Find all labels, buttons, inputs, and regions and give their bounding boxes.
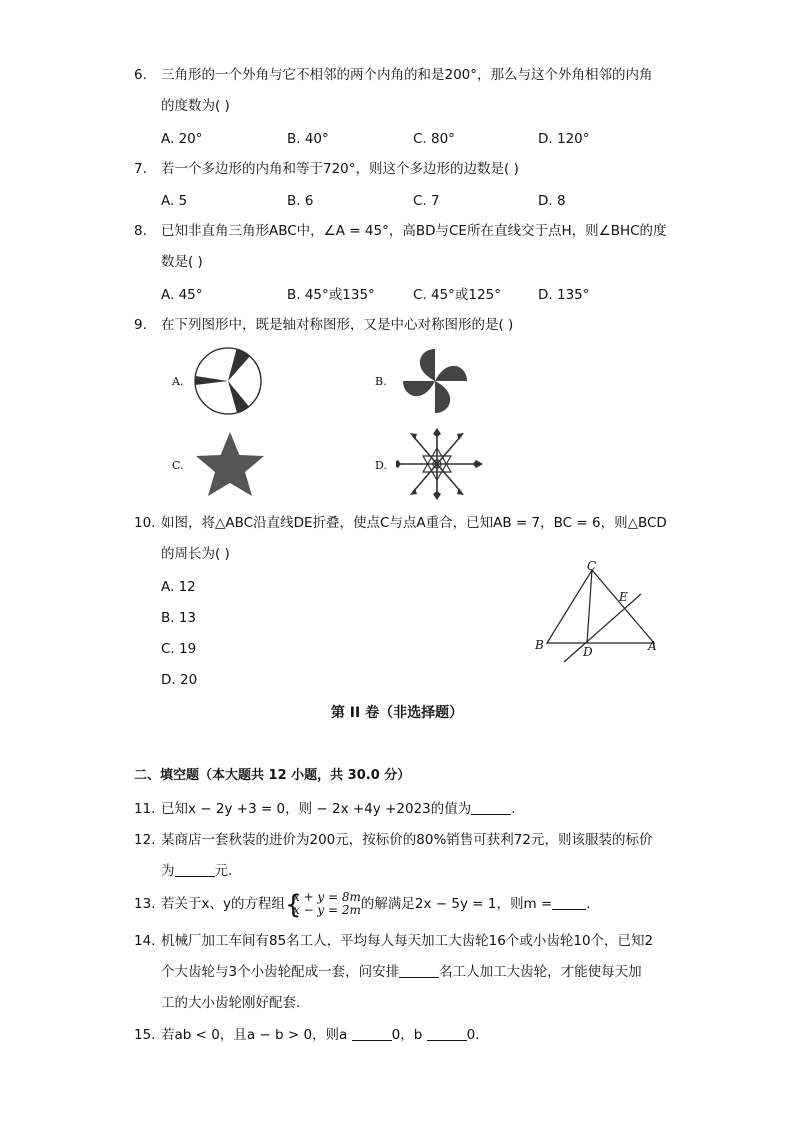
question-number: 11.: [134, 801, 156, 817]
options-8: [161, 285, 681, 305]
answer-blank[interactable]: [552, 895, 586, 910]
point-label-b: B: [535, 638, 544, 652]
question-11: [134, 794, 674, 825]
figure-a-circle-wedges[interactable]: [193, 346, 263, 416]
question-text-mid: 的解满足2x − 5y = 1，则m =: [360, 896, 553, 912]
question-14: [134, 926, 674, 1019]
figure-label-c: C.: [172, 459, 184, 472]
question-text: 某商店一套秋装的进价为200元，按标价的80%销售可获利72元，则该服装的标价: [161, 832, 653, 848]
question-text: 已知x − 2y +3 = 0，则 − 2x +4y +2023的值为: [161, 801, 472, 817]
option-a[interactable]: A. 20°: [161, 131, 203, 147]
question-number: 12.: [134, 832, 156, 848]
question-text-cont: 为: [161, 863, 175, 879]
question-text-cont: 数是( ): [161, 254, 203, 270]
equation-system: { x + y = 8m x − y = 2m: [284, 890, 361, 920]
question-text-end: 工的大小齿轮刚好配套.: [161, 995, 301, 1011]
answer-blank[interactable]: [175, 862, 215, 877]
question-text: 三角形的一个外角与它不相邻的两个内角的和是200°，那么与这个外角相邻的内角: [161, 67, 653, 83]
question-13: [134, 889, 674, 920]
answer-blank-a[interactable]: [352, 1026, 392, 1041]
question-number: 7.: [134, 161, 147, 177]
question-text-cont: 的度数为( ): [161, 98, 230, 114]
question-number: 10.: [134, 515, 156, 531]
question-text: 若关于x、y的方程组: [161, 896, 285, 912]
question-text-mid: 0，b: [391, 1027, 427, 1043]
question-text: 若一个多边形的内角和等于720°，则这个多边形的边数是( ): [161, 161, 519, 177]
part-title: 二、填空题（本大题共 12 小题，共 30.0 分）: [134, 768, 411, 783]
figure-b-pinwheel[interactable]: [395, 346, 475, 416]
equation-1: x + y = 8m: [292, 890, 361, 904]
option-b[interactable]: B. 6: [287, 193, 314, 209]
option-b[interactable]: B. 45°或135°: [287, 287, 375, 303]
option-a[interactable]: A. 12: [161, 579, 196, 595]
question-6: [134, 60, 674, 122]
question-number: 9.: [134, 317, 147, 333]
question-number: 8.: [134, 223, 147, 239]
question-text-end: 元.: [214, 863, 233, 879]
option-c[interactable]: C. 7: [413, 193, 440, 209]
option-d[interactable]: D. 8: [538, 193, 566, 209]
figure-c-star[interactable]: [190, 430, 270, 498]
question-12: [134, 825, 674, 887]
figure-label-a: A.: [172, 375, 184, 388]
question-text-end: 0.: [466, 1027, 480, 1043]
point-label-c: C: [587, 559, 597, 573]
section-title: 第 II 卷（非选择题）: [330, 705, 464, 721]
point-label-a: A: [648, 639, 657, 653]
options-10: [161, 577, 197, 701]
options-6: [161, 129, 681, 149]
option-b[interactable]: B. 40°: [287, 131, 329, 147]
option-a[interactable]: A. 45°: [161, 287, 203, 303]
question-9: [134, 310, 674, 341]
question-text: 在下列图形中，既是轴对称图形，又是中心对称图形的是( ): [161, 317, 514, 333]
option-d[interactable]: D. 135°: [538, 287, 590, 303]
figure-label-d: D.: [375, 459, 387, 472]
question-text-cont: 个大齿轮与3个小齿轮配成一套，问安排: [161, 964, 400, 980]
option-d[interactable]: D. 120°: [538, 131, 590, 147]
question-number: 6.: [134, 67, 147, 83]
question-text: 如图，将△ABC沿直线DE折叠，使点C与点A重合，已知AB = 7，BC = 6，则△BCD: [161, 515, 667, 531]
question-number: 13.: [134, 896, 156, 912]
options-7: [161, 191, 681, 211]
option-b[interactable]: B. 13: [161, 610, 197, 626]
figure-d-snowflake[interactable]: [396, 428, 486, 500]
question-8: [134, 216, 674, 278]
question-text-cont2: 名工人加工大齿轮，才能使每天加: [439, 964, 642, 980]
question-text: 已知非直角三角形ABC中，∠A = 45°，高BD与CE所在直线交于点H，则∠BHC的度: [161, 223, 667, 239]
answer-blank-b[interactable]: [427, 1026, 467, 1041]
option-d[interactable]: D. 20: [161, 672, 198, 688]
question-text-end: .: [586, 896, 591, 912]
answer-blank[interactable]: [471, 800, 511, 815]
equation-2: x − y = 2m: [292, 903, 361, 917]
point-label-d: D: [583, 645, 593, 659]
question-text: 若ab < 0，且a − b > 0，则a: [161, 1027, 352, 1043]
option-c[interactable]: C. 80°: [413, 131, 455, 147]
point-label-e: E: [619, 590, 628, 604]
option-a[interactable]: A. 5: [161, 193, 188, 209]
question-text-end: .: [511, 801, 516, 817]
option-c[interactable]: C. 19: [161, 641, 197, 657]
figure-label-b: B.: [375, 375, 387, 388]
option-c[interactable]: C. 45°或125°: [413, 287, 501, 303]
answer-blank[interactable]: [399, 963, 439, 978]
question-number: 14.: [134, 933, 156, 949]
question-text-cont: 的周长为( ): [161, 546, 230, 562]
question-15: [134, 1020, 674, 1051]
question-number: 15.: [134, 1027, 156, 1043]
question-7: [134, 154, 674, 185]
question-text: 机械厂加工车间有85名工人，平均每人每天加工大齿轮16个或小齿轮10个，已知2: [161, 933, 654, 949]
